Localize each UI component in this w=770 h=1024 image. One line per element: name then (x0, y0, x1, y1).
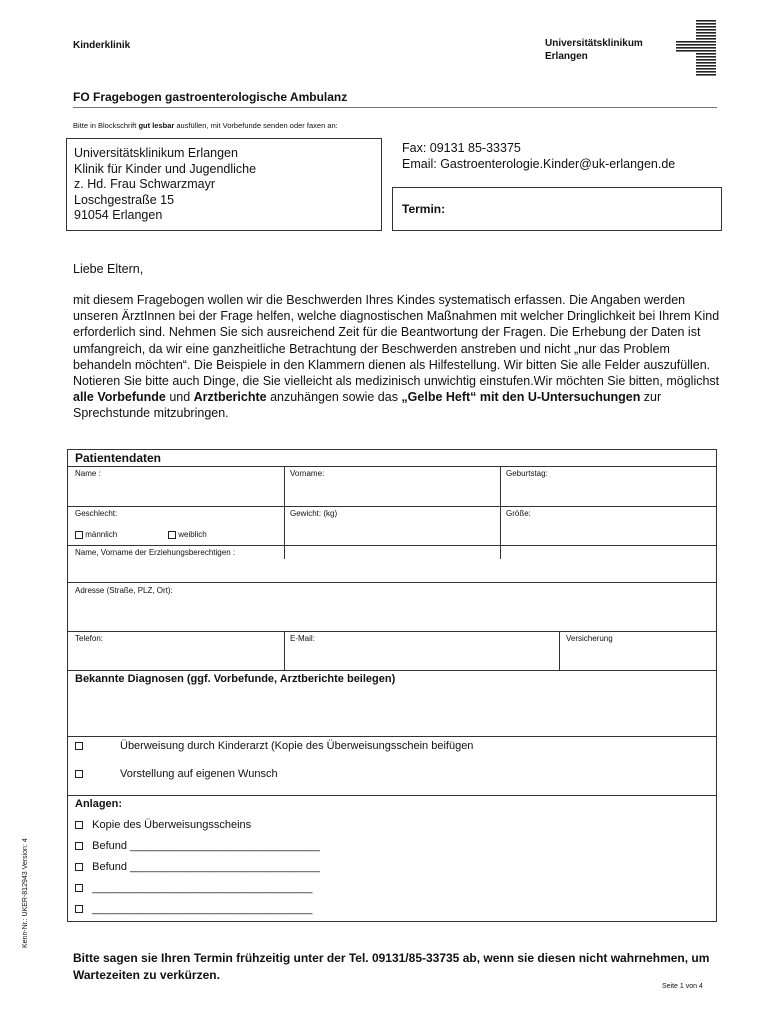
gewicht-field[interactable]: Gewicht: (kg) (290, 509, 338, 518)
footer-note: Bitte sagen sie Ihren Termin frühzeitig unter der Tel. 09131/85-33735 ab, wenn sie diesen nicht wahrnehmen, um Wartezeiten zu verkürzen. (73, 951, 710, 982)
divider (68, 736, 716, 737)
anlage-item[interactable] (75, 903, 312, 915)
institution-line1: Universitätsklinikum (545, 38, 643, 49)
name-field[interactable]: Name : (75, 469, 101, 478)
page-title: FO Fragebogen gastroenterologische Ambulanz (73, 90, 348, 104)
weiblich-label: weiblich (178, 530, 207, 539)
anlage-item[interactable] (75, 861, 320, 873)
instruction-text (73, 121, 338, 130)
title-divider (73, 107, 717, 108)
checkbox-icon[interactable] (75, 863, 83, 871)
ueberweisung-option[interactable] (75, 740, 83, 752)
letter-bold: Arztberichte (193, 390, 267, 405)
ueberweisung-label: Überweisung durch Kinderarzt (Kopie des Überweisungsschein beifügen (120, 740, 474, 752)
vorname-field[interactable]: Vorname: (290, 469, 325, 478)
contact-info (402, 140, 675, 172)
anlagen-heading: Anlagen: (75, 798, 123, 810)
geschlecht-label: Geschlecht: (75, 509, 118, 518)
anlage-label: ____________________________________ (92, 903, 313, 915)
erziehungsberechtigte-field[interactable]: Name, Vorname der Erziehungsberechtigen : (75, 548, 236, 557)
versicherung-field[interactable]: Versicherung (566, 634, 613, 643)
letter-text: und (165, 390, 194, 405)
instruction-suffix: ausfüllen, mit Vorbefunde senden oder faxen an: (174, 121, 338, 130)
divider (68, 506, 716, 507)
checkbox-icon[interactable] (75, 821, 83, 829)
termin-field[interactable] (392, 187, 722, 231)
divider (68, 795, 716, 796)
greeting: Liebe Eltern, (73, 262, 144, 276)
anlage-item[interactable] (75, 840, 320, 852)
geburtstag-field[interactable]: Geburtstag: (506, 469, 548, 478)
letter-text: mit diesem Fragebogen wollen wir die Beschwerden Ihres Kindes systematisch erfassen. Die Angaben werden unseren ÄrztInnen bei der Frage helfen, welche diagnostischen Maßnahmen mit welcher Dringlichkeit bei Ihrem Kind erforderlich sind. Nehmen Sie sich ausreichend Zeit für die Beantwortung der Fragen. Die Erhebung der Daten ist umfangreich, da wir eine ganzheitliche Betrachtung der Beschwerden anstreben und nicht „nur das Problem behandeln möchten“. Die Beispiele in den Klammern dienen als Hilfestellung. Wir bitten Sie alle Felder auszufüllen. Notieren Sie bitte auch Dinge, die Sie vielleicht als medizinisch unwichtig einstufen.Wir möchten Sie bitten, möglichst (73, 293, 720, 389)
anlage-label: Kopie des Überweisungsscheins (92, 819, 252, 831)
divider (68, 582, 716, 583)
divider (68, 631, 716, 632)
vorstellung-label: Vorstellung auf eigenen Wunsch (120, 768, 278, 780)
patient-heading: Patientendaten (75, 451, 162, 465)
checkbox-icon[interactable] (75, 531, 83, 539)
address-line: 91054 Erlangen (74, 208, 163, 222)
address-box (66, 138, 382, 231)
email-field[interactable]: E-Mail: (290, 634, 315, 643)
letter-text: zur Sprechstunde mitzubringen. (73, 390, 662, 421)
divider (68, 466, 716, 467)
patient-form (67, 449, 717, 922)
vorstellung-option[interactable] (75, 768, 83, 780)
department-label: Kinderklinik (73, 40, 131, 51)
anlage-label: Befund _______________________________ (92, 861, 320, 873)
divider (559, 631, 560, 670)
instruction-bold: gut lesbar (138, 121, 175, 130)
checkbox-icon[interactable] (75, 884, 83, 892)
adresse-field[interactable]: Adresse (Straße, PLZ, Ort): (75, 586, 173, 595)
checkbox-icon[interactable] (75, 770, 83, 778)
telefon-field[interactable]: Telefon: (75, 634, 104, 643)
anlage-item[interactable] (75, 819, 251, 831)
contact-email[interactable]: Email: Gastroenterologie.Kinder@uk-erlangen.de (402, 157, 676, 171)
groesse-field[interactable]: Größe: (506, 509, 531, 518)
document-id: Kenn-Nr.: UKER-812943 Version: 4 (22, 838, 29, 948)
letter-bold: „Gelbe Heft“ mit den U-Untersuchungen (401, 390, 641, 405)
weiblich-option[interactable] (168, 530, 207, 539)
hospital-logo-icon (676, 20, 716, 78)
address-line: Universitätsklinikum Erlangen (74, 146, 238, 160)
instruction-prefix: Bitte in Blockschrift (73, 121, 139, 130)
checkbox-icon[interactable] (75, 742, 83, 750)
checkbox-icon[interactable] (75, 842, 83, 850)
anlage-label: Befund _______________________________ (92, 840, 320, 852)
anlage-item[interactable] (75, 882, 312, 894)
institution-name (545, 37, 643, 63)
address-line: Loschgestraße 15 (74, 192, 175, 207)
fax-number: Fax: 09131 85-33375 (402, 141, 521, 155)
institution-line2: Erlangen (545, 51, 588, 62)
divider (68, 670, 716, 671)
diagnosen-heading: Bekannte Diagnosen (ggf. Vorbefunde, Arztberichte beilegen) (75, 673, 396, 685)
divider (68, 545, 716, 546)
address-line: Klinik für Kinder und Jugendliche (74, 161, 257, 176)
anlage-label: ____________________________________ (92, 882, 313, 894)
divider (284, 631, 285, 670)
maennlich-label: männlich (85, 530, 118, 539)
letter-bold: alle Vorbefunde (73, 390, 166, 405)
checkbox-icon[interactable] (75, 905, 83, 913)
address-line: z. Hd. Frau Schwarzmayr (74, 177, 216, 191)
page-number: Seite 1 von 4 (662, 983, 703, 990)
maennlich-option[interactable] (75, 530, 117, 539)
checkbox-icon[interactable] (168, 531, 176, 539)
letter-paragraph (73, 292, 721, 422)
letter-text: anzuhängen sowie das (266, 390, 402, 405)
termin-label: Termin: (402, 202, 446, 216)
